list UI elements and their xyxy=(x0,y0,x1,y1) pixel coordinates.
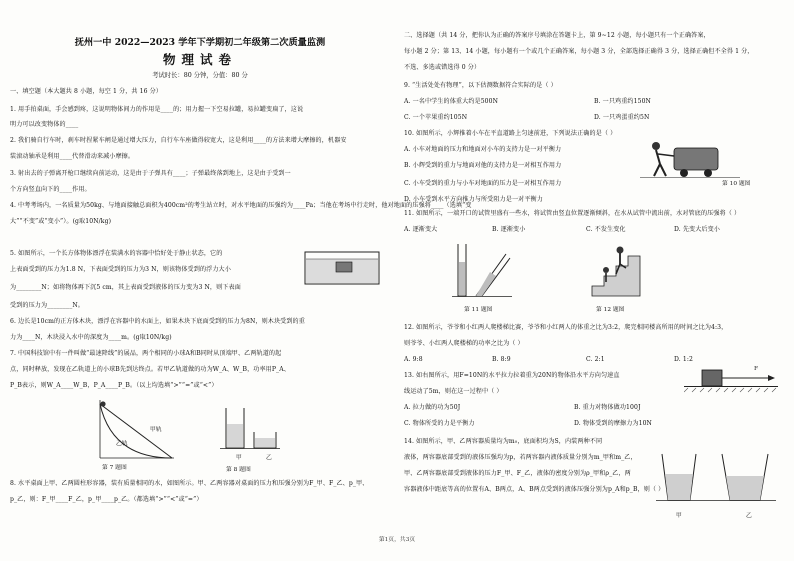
q12-option-a: A. 9:8 xyxy=(404,356,423,363)
q9-option-a: A. 一名中学生的体重大约是500N xyxy=(404,98,499,105)
q7-line3: P_B表示，则W_A____W_B，P_A____P_B。（以上均选填“>”“=”或“<”） xyxy=(10,382,218,389)
fig8-containers xyxy=(220,404,280,454)
q12-stem-2: 则爷爷、小红两人爬楼梯的功率之比为（ ） xyxy=(404,340,524,347)
q12-option-b: B. 8:9 xyxy=(492,356,511,363)
section-heading: 一、填空题（本大题共 8 小题，每空 1 分，共 16 分） xyxy=(10,88,163,95)
q9-option-c: C. 一个苹果重约105N xyxy=(404,114,468,121)
exam-title: 抚州一中 2022—2023 学年下学期初二年级第二次质量监测 xyxy=(74,37,326,48)
q1-line1: 1. 用手拍桌面，手会感到疼，这说明物体间力的作用是____的；用力握一下空易拉罐，易拉罐变扁了，这说 xyxy=(10,106,304,113)
q3-line2: 个方向竖直向下的____作用。 xyxy=(10,186,91,193)
q5-line3: 为________N；如将物体再下沉5 cm，其上表面受到液体的压力变为3 N，则下表面 xyxy=(10,284,241,291)
section2-line2: 每小题 2 分；第 13、14 小题，每小题有一个或几个正确答案，每小题 3 分，全部选择正确得 3 分，选择正确但不全得 1 分， xyxy=(404,48,754,55)
q12-option-d: D. 1:2 xyxy=(674,356,693,363)
q1-line2: 明力可以改变物体的____ xyxy=(10,121,79,128)
q6-line1: 6. 边长是10cm的正方体木块，漂浮在容器中的水面上，如果木块下底面受到的压力为8N，则木块受到的重 xyxy=(10,318,305,325)
q2-line1: 2. 我们骑自行车时，刹车时捏紧车闸是通过增大压力，自行车车座做得较宽大，这是利用____的方法来增大摩擦的，机器安 xyxy=(10,137,347,144)
q9-option-b: B. 一只鸡重约150N xyxy=(594,98,651,105)
q7-line2: 点，同时释放，发现在乙轨道上的小球B先到达终点。若甲乙轨道做的功为W_A、W_B，功率用P_A、 xyxy=(10,366,290,373)
fig11-caption: 第 11 题图 xyxy=(464,307,493,313)
q8-line2: p_乙，则：F_甲____F_乙，p_甲____p_乙。（都选填“>”“<”或“=”） xyxy=(10,496,203,503)
page-footer: 第1页，共3页 xyxy=(378,537,416,543)
section2-line3: 不选、多选或错选得 0 分） xyxy=(404,64,481,71)
q11-option-d: D. 先变大后变小 xyxy=(674,226,721,233)
q7-line1: 7. 中国科技馆中有一件叫做“最速降线”的展品，两个相同的小球A和B同时从顶端甲、乙两轨道的起 xyxy=(10,350,282,357)
q10-stem: 10. 如图所示，小辉推着小车在平直道路上匀速前进，下列说法正确的是（ ） xyxy=(404,130,617,137)
q12-option-c: C. 2:1 xyxy=(586,356,605,363)
fig13-block-force xyxy=(684,366,778,394)
q8-line1: 8. 水平桌面上甲、乙两圆柱形容器，装有质量相同的水，如图所示。甲、乙两容器对桌面的压力和压强分别为F_甲、F_乙、p_甲、 xyxy=(10,480,369,487)
q5-line2: 上表面受到的压力为1.8 N，下表面受到的压力为3 N，则该物体受到的浮力大小 xyxy=(10,266,231,273)
q10-option-b: B. 小辉受到的重力与地面对他的支持力是一对相互作用力 xyxy=(404,162,562,169)
q11-option-c: C. 不发生变化 xyxy=(586,226,626,233)
track-b-label: 乙轨 xyxy=(116,441,128,447)
q14-line2: 液体，两容器底部受到的液体压强均为p，若两容器内液体质量分别为m_甲和m_乙， xyxy=(404,454,637,461)
fig12-caption: 第 12 题图 xyxy=(596,307,625,313)
fig8-jia-label: 甲 xyxy=(236,455,242,461)
fig5-container xyxy=(304,250,380,286)
q13-option-d: D. 物体受到的摩擦力为10N xyxy=(574,420,652,427)
q11-option-a: A. 逐渐变大 xyxy=(404,226,438,233)
q6-line2: 力为____N，木块浸入水中的深度为____m。(g取10N/kg) xyxy=(10,334,172,341)
track-a-label: 甲轨 xyxy=(150,427,162,433)
fig14-jia-label: 甲 xyxy=(676,513,682,519)
q14-line3: 甲、乙两容器底部受到液体的压力F_甲、F_乙，液体的密度分别为ρ_甲和ρ_乙，两 xyxy=(404,470,631,477)
section2-line1: 二、选择题（共 14 分，把你认为正确的答案序号填涂在答题卡上，第 9~12 小题，每小题只有一个正确答案， xyxy=(404,32,710,39)
subject-title: 物理试卷 xyxy=(162,52,237,67)
q13-option-a: A. 拉力做的功为50J xyxy=(404,404,461,411)
fig12-stairs xyxy=(590,240,644,300)
right-column xyxy=(404,0,784,561)
fig8-yi-label: 乙 xyxy=(266,455,272,461)
q10-option-c: C. 小车受到的重力与小车对地面的压力是一对相互作用力 xyxy=(404,180,562,187)
q11-option-b: B. 逐渐变小 xyxy=(492,226,526,233)
q13-stem: 13. 如右图所示，用F=10N的水平拉力拉着重为20N的物体沿水平方向匀速直 xyxy=(404,372,620,379)
q11-stem: 11. 如图所示，一端开口的试管里盛有一些水，将试管由竖直位置逐渐倾斜，在水从试管中流出前，水对管底的压强将（ ） xyxy=(404,210,741,217)
fig7-caption: 第 7 题图 xyxy=(102,465,127,471)
q5-line1: 5. 如图所示，一个长方体物体漂浮在装满水的容器中恰好处于静止状态，它的 xyxy=(10,250,223,257)
q4-line1: 4. 中考考场内，一名质量为50kg、与地面接触总面积为400cm²的考生站立时，对水平地面的压强约为____Pa；当他在考场中行走时，他对地面的压强将____（选填“变 xyxy=(10,202,472,209)
q12-stem: 12. 如图所示，爷爷和小红两人爬楼梯比赛，爷爷和小红两人的体重之比为3:2，爬完相同楼高所用的时间之比为4:3， xyxy=(404,324,728,331)
fig10-caption: 第 10 题图 xyxy=(722,181,751,187)
q10-option-d: D. 小车受到水平方向推力与所受阻力是一对平衡力 xyxy=(404,196,543,203)
q5-line4: 受到的压力为________N。 xyxy=(10,302,84,309)
q9-option-d: D. 一只鸡蛋重约5N xyxy=(594,114,650,121)
fig11-test-tube xyxy=(452,240,512,300)
fig8-caption: 第 8 题图 xyxy=(226,467,251,473)
q2-line2: 装滚动轴承是利用____代替滑动来减小摩擦。 xyxy=(10,153,135,160)
q14-line4: 容器液体中距底等高的位置有A、B两点，A、B两点受到的液体压强分别为p_A和p_B，则（ ） xyxy=(404,486,665,493)
q13-option-c: C. 物体所受的力是平衡力 xyxy=(404,420,475,427)
fig14-containers xyxy=(656,434,776,508)
q14-line1: 14. 如图所示，甲、乙两容器质量均为m₀，底面积均为S，内装两种不同 xyxy=(404,438,603,445)
exam-meta: 考试时长：80 分钟，分值：80 分 xyxy=(152,72,248,79)
fig7-tracks xyxy=(96,396,176,462)
fig13-force-label: F xyxy=(754,366,759,372)
fig14-yi-label: 乙 xyxy=(746,513,752,519)
q13-stem-2: 线运动了5m，则在这一过程中（ ） xyxy=(404,388,503,395)
q9-stem: 9. “生活处处有物理”，以下估测数据符合实际的是（ ） xyxy=(404,82,557,89)
q3-line1: 3. 射出去的子弹离开枪口继续向前运动，这是由于子弹具有____；子弹最终落到地上，这是由于受到一 xyxy=(10,170,291,177)
q4-line2: 大”“不变”或“变小”）。(g取10N/kg) xyxy=(10,218,112,225)
fig10-push-cart xyxy=(640,140,740,180)
q10-option-a: A. 小车对地面的压力和地面对小车的支持力是一对平衡力 xyxy=(404,146,562,153)
q13-option-b: B. 重力对物体做功100J xyxy=(574,404,641,411)
